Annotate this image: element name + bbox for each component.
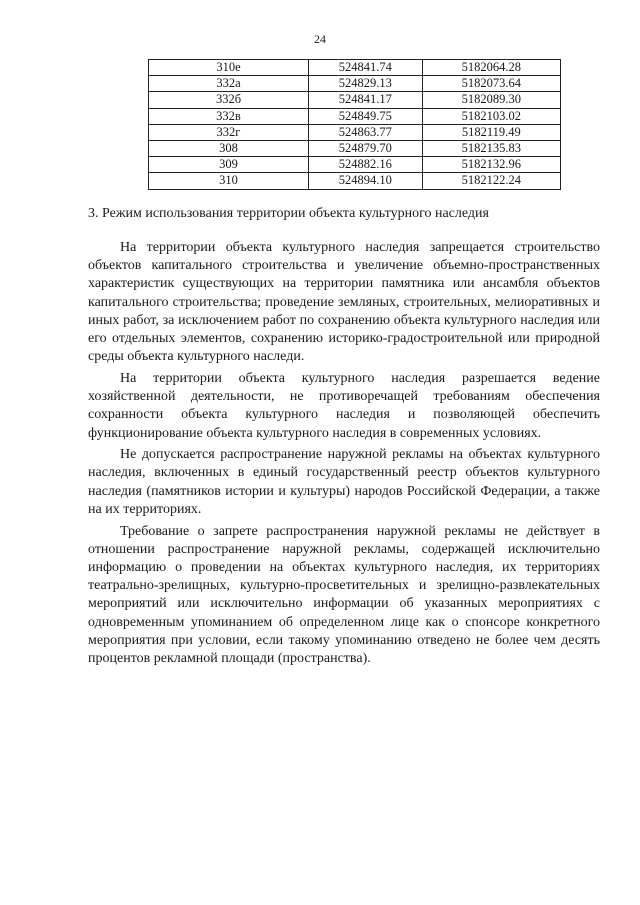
page-number: 24: [314, 32, 326, 46]
table-row: [149, 108, 561, 124]
y-coordinate-cell: 5182089.30: [422, 92, 560, 108]
y-coordinate-cell: 5182064.28: [422, 60, 560, 76]
coordinates-table: [148, 59, 561, 190]
x-coordinate-cell: 524882.16: [309, 157, 423, 173]
paragraph-permitted-activity: На территории объекта культурного наследия разрешается ведение хозяйственной деятельности, не противоречащей требованиям обеспечения сохранности объекта культурного наследия и позволяющей обеспечить функционирование объекта культурного наследия в современных условиях.: [88, 370, 600, 441]
y-coordinate-cell: 5182073.64: [422, 76, 560, 92]
point-number-cell: 308: [149, 140, 309, 156]
table-row: [149, 76, 561, 92]
x-coordinate-cell: 524863.77: [309, 124, 423, 140]
point-number-cell: 310: [149, 173, 309, 189]
table-row: [149, 124, 561, 140]
coordinates-table-body: [149, 60, 561, 190]
table-row: [149, 173, 561, 189]
y-coordinate-cell: 5182135.83: [422, 140, 560, 156]
section-body: [88, 239, 600, 672]
table-row: [149, 60, 561, 76]
point-number-cell: 332б: [149, 92, 309, 108]
point-number-cell: 332г: [149, 124, 309, 140]
x-coordinate-cell: 524841.74: [309, 60, 423, 76]
point-number-cell: 332в: [149, 108, 309, 124]
paragraph-construction-ban: На территории объекта культурного наследия запрещается строительство объектов капитального строительства и увеличение объемно-пространственных характеристик существующих на территории памятника или ансамбля объектов капитального строительства; проведение земляных, строительных, мелиоративных и иных работ, за исключением работ по сохранению объекта культурного наследия или его отдельных элементов, сохранению историко-градостроительной или природной среды объекта культурного наследи.: [88, 240, 600, 365]
point-number-cell: 309: [149, 157, 309, 173]
point-number-cell: 332а: [149, 76, 309, 92]
x-coordinate-cell: 524841.17: [309, 92, 423, 108]
y-coordinate-cell: 5182122.24: [422, 173, 560, 189]
paragraph-advertising-ban: Не допускается распространение наружной рекламы на объектах культурного наследия, включенных в единый государственный реестр объектов культурного наследия (памятников истории и культуры) народов Российской Федерации, а также на их территориях.: [88, 447, 600, 517]
x-coordinate-cell: 524849.75: [309, 108, 423, 124]
y-coordinate-cell: 5182132.96: [422, 157, 560, 173]
section-heading: 3. Режим использования территории объекта культурного наследия: [88, 206, 489, 221]
table-row: [149, 140, 561, 156]
y-coordinate-cell: 5182103.02: [422, 108, 560, 124]
y-coordinate-cell: 5182119.49: [422, 124, 560, 140]
table-row: [149, 92, 561, 108]
paragraph-advertising-exception: Требование о запрете распространения наружной рекламы не действует в отношении распространение наружной рекламы, содержащей исключительно информацию о проведении на объектах культурного наследия, их территориях театрально-зрелищных, культурно-просветительных и зрелищно-развлекательных мероприятий или исключительно информации об указанных мероприятиях с одновременным упоминанием об определенном лице как о спонсоре конкретного мероприятия при условии, если такому упоминанию отведено не более чем десять процентов рекламной площади (пространства).: [88, 523, 600, 666]
table-row: [149, 157, 561, 173]
x-coordinate-cell: 524894.10: [309, 173, 423, 189]
x-coordinate-cell: 524879.70: [309, 140, 423, 156]
x-coordinate-cell: 524829.13: [309, 76, 423, 92]
point-number-cell: 310е: [149, 60, 309, 76]
